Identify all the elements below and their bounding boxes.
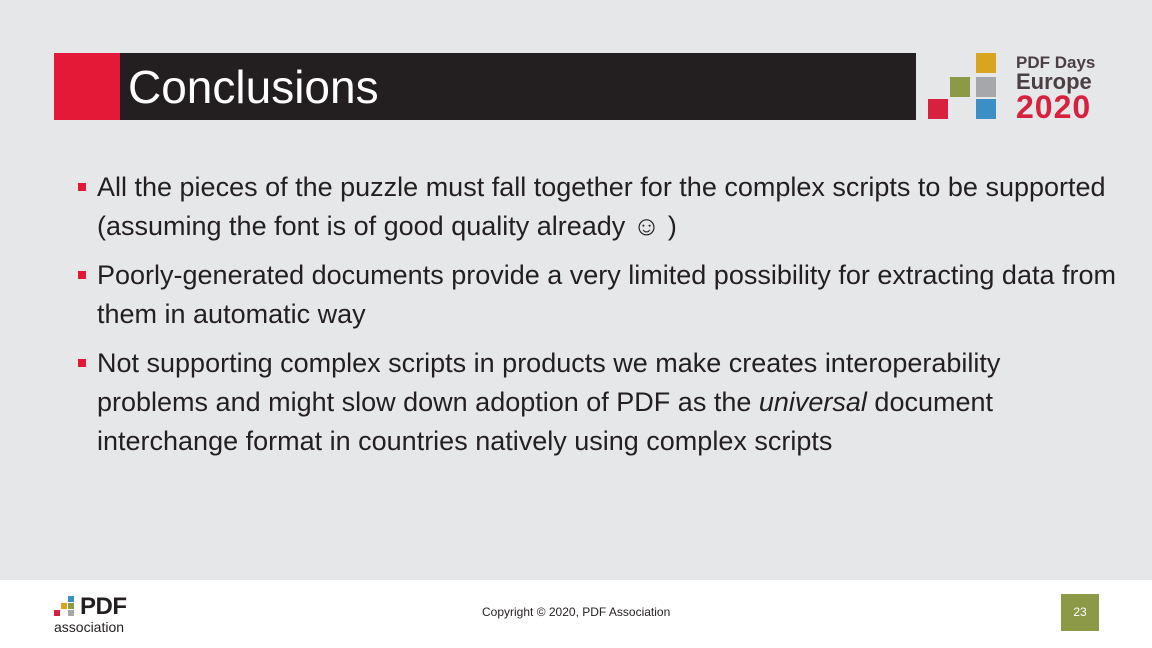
bullet-text: All the pieces of the puzzle must fall together for the complex scripts to be supported (assuming the font is of good quality already ☺ ): [97, 172, 1106, 241]
title-bar: [54, 53, 916, 120]
logo-square: [976, 77, 996, 97]
title-accent-block: [54, 53, 120, 120]
bullet-square-icon: [78, 183, 86, 191]
slide-title: Conclusions: [128, 61, 379, 113]
logo-square: [976, 99, 996, 119]
copyright-text: Copyright © 2020, PDF Association: [482, 605, 671, 619]
pdf-association-logo-text: association: [54, 619, 125, 635]
logo-square: [61, 603, 67, 609]
bullet-square-icon: [78, 359, 86, 367]
bullet-item: [78, 168, 1118, 246]
logo-square: [68, 610, 74, 616]
bullet-text: Poorly-generated documents provide a very limited possibility for extracting data from them in automatic way: [97, 260, 1116, 329]
bullet-item: [78, 256, 1118, 334]
bullet-text-part: Not supporting complex scripts in products we make creates interoperability problems and might slow down adoption of PDF as the: [97, 348, 1001, 417]
footer: [0, 580, 1152, 648]
pdf-association-logo-pdf: PDF: [80, 593, 127, 620]
logo-square: [54, 610, 60, 616]
logo-square: [928, 99, 948, 119]
pdf-association-logo: [54, 594, 154, 634]
pdf-days-europe-logo: [928, 53, 1108, 123]
logo-square: [68, 596, 74, 602]
bullet-text-part: document interchange format in countries natively using complex scripts: [97, 387, 993, 456]
logo-square: [68, 603, 74, 609]
logo-square: [976, 53, 996, 73]
logo-line-europe: Europe: [1016, 69, 1092, 94]
logo-line-pdf-days: PDF Days: [1016, 53, 1096, 72]
bullet-item: [78, 344, 1118, 461]
page-number-badge: 23: [1061, 594, 1099, 631]
bullet-square-icon: [78, 271, 86, 279]
bullet-text-emphasis: universal: [758, 387, 867, 417]
logo-line-year: 2020: [1016, 89, 1092, 125]
bullet-list: [78, 168, 1118, 471]
logo-square: [950, 77, 970, 97]
